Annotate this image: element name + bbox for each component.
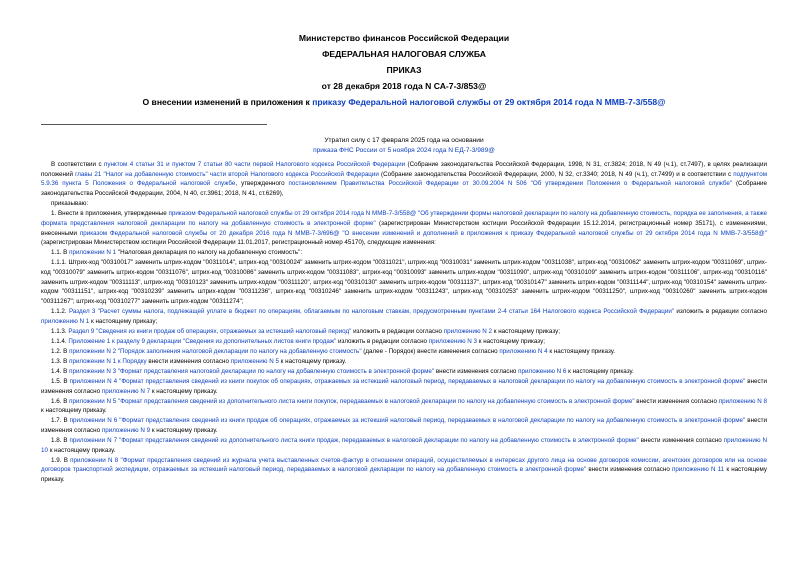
text-run: 1.3. В xyxy=(51,357,70,365)
document-title xyxy=(41,97,767,108)
text-run: 1.9. В xyxy=(51,456,71,464)
text-run: внести изменения согласно xyxy=(586,466,673,474)
order-word: приказываю: xyxy=(51,199,89,207)
text-run: 1.1.3. xyxy=(51,327,69,335)
text-run: 1.1.4. xyxy=(51,337,69,345)
paragraph-1-6 xyxy=(41,397,767,416)
section-3-link[interactable]: Раздел 3 "Расчет суммы налога, подлежащей уплате в бюджет по операциям, облагаемым по налоговым ставкам, предусмотренным пунктами 2-4 статьи 164 Налогового кодекса Российской Федерации" xyxy=(68,307,675,315)
text-run: 1. Внести в приложения, утвержденные xyxy=(51,210,169,218)
text-run: внести изменения согласно xyxy=(634,397,719,405)
title-prefix: О внесении изменений в приложения к xyxy=(142,97,313,107)
preamble-paragraph xyxy=(41,160,767,198)
text-run: к настоящему приказу. xyxy=(547,347,615,355)
text-run: (Собрание законодательства Российской Федерации, 1998, N 31, ст.3824; 2018, N 49 (ч.1), ст.7497), в целях реализации положений xyxy=(41,161,767,178)
document-body xyxy=(41,160,767,485)
annex-7-link[interactable]: приложению N 7 xyxy=(101,387,151,395)
paragraph-1-1-3 xyxy=(41,327,767,337)
text-run: к настоящему приказу. xyxy=(47,446,116,454)
paragraph-1-4 xyxy=(41,367,767,377)
format-sales-extra-link[interactable]: приложении N 7 "Формат представления сведений из дополнительного листа книги продаж, передаваемых в налоговой декларации по налогу на добавленную стоимость в электронной форме" xyxy=(69,437,639,445)
paragraph-1-1-4 xyxy=(41,337,767,347)
text-run: изложить в редакции согласно xyxy=(351,327,444,335)
text-run: 1.1.2. xyxy=(51,307,69,315)
status-text: Утратил силу с 17 февраля 2025 года на основании xyxy=(324,137,484,144)
text-run: к настоящему приказу; xyxy=(492,327,560,335)
paragraph-1-1-2 xyxy=(41,307,767,326)
text-run: к настоящему приказу; xyxy=(476,337,545,345)
text-run: к настоящему приказу. xyxy=(566,367,634,375)
text-run: изложить в редакции согласно xyxy=(674,307,767,315)
service-heading: ФЕДЕРАЛЬНАЯ НАЛОГОВАЯ СЛУЖБА xyxy=(322,49,486,59)
text-run: внести изменения согласно xyxy=(146,357,231,365)
text-run: 1.2. В xyxy=(51,347,70,355)
section-9-link[interactable]: Раздел 9 "Сведения из книги продаж об операциях, отражаемых за истекший налоговый период" xyxy=(68,327,352,335)
base-order-link[interactable]: приказом Федеральной налоговой службы от 29 октября 2014 года N ММВ-7-3/558@ "Об утверждении формы налоговой декларации по налогу на добавленную стоимость, порядка ее заполнения, а также формата представления налоговой декларации по налогу на добавленную стоимость в электронной форме" xyxy=(41,210,767,228)
paragraph-1-9 xyxy=(41,456,767,485)
paragraph-1 xyxy=(41,209,767,247)
text-run: В соответствии с xyxy=(51,161,104,168)
text-run: , утвержденного xyxy=(235,180,289,188)
text-run: (зарегистрирован Министерством юстиции Российской Федерации 11.01.2017, регистрационный номер 45170), следующие изменения: xyxy=(41,239,436,247)
annex-3-link[interactable]: приложению N 3 xyxy=(428,337,477,345)
status-note xyxy=(41,136,767,155)
paragraph-1-2 xyxy=(41,347,767,357)
text-run: внести изменения согласно xyxy=(41,378,767,395)
chapter21-link[interactable]: главы 21 "Налог на добавленную стоимость" части второй Налогового кодекса Российской Федерации xyxy=(75,170,379,178)
status-order-link[interactable]: приказа ФНС России от 5 ноября 2024 года N ЕД-7-3/989@ xyxy=(313,146,495,154)
paragraph-1-8 xyxy=(41,436,767,455)
annex-2-link[interactable]: приложению N 2 xyxy=(443,327,492,335)
text-run: (Собрание законодательства Российской Федерации, 2004, N 40, ст.3961; 2018, N 41, ст.6269), xyxy=(41,180,767,197)
amending-order-link[interactable]: приказом Федеральной налоговой службы от 20 декабря 2016 года N ММВ-7-3/696@ "О внесении изменений и дополнений в приложения к приказу Федеральной налоговой службы от 29 октября 2014 года N ММВ-7-3/558@" xyxy=(79,229,767,237)
title-order-link[interactable]: приказу Федеральной налоговой службы от 29 октября 2014 года N ММВ-7-3/558@ xyxy=(312,97,666,107)
paragraph-1-1-1: 1.1.1. Штрих-код "00310017" заменить штрих-кодом "00311014", штрих-код "00310024" заменить штрих-кодом "00311021", штрих-код "00310031" заменить штрих-кодом "00311038", штрих-код "00310062" заменить штрих-кодом "00311069", штрих-код "00310079" заменить штрих-кодом "00311076", штрих-код "00310086" заменить штрих-кодом "00311083", штрих-код "00310093" заменить штрих-кодом "00311090", штрих-код "00310109" заменить штрих-кодом "00311106", штрих-код "00310116" заменить штрих-кодом "00311113", штрих-код "00310123" заменить штрих-кодом "00311120", штрих-код "00310130" заменить штрих-кодом "00311137", штрих-код "00310147" заменить штрих-кодом "00311144", штрих-код "00310154" заменить штрих-кодом "00311151", штрих-код "00310239" заменить штрих-кодом "00311236", штрих-код "00310246" заменить штрих-кодом "00311243", штрих-код "00310253" заменить штрих-кодом "00311250", штрих-код "00310260" заменить штрих-кодом "00311267"; штрих-код "00310277" заменить штрих-кодом "00311274"; xyxy=(41,259,767,305)
text-run: к настоящему приказу. xyxy=(41,407,107,415)
annex-9-link[interactable]: приложению N 9 xyxy=(101,427,151,435)
annex-6-link[interactable]: приложению N 6 xyxy=(518,367,567,375)
doc-type-heading: ПРИКАЗ xyxy=(386,65,422,75)
text-run: "Налоговая декларация по налогу на добавленную стоимость": xyxy=(116,249,303,257)
appendix-1-link[interactable]: приложении N 1 xyxy=(69,249,117,257)
date-number-heading: от 28 декабря 2018 года N СА-7-3/853@ xyxy=(321,81,487,91)
text-run: изложить в редакции согласно xyxy=(336,337,429,345)
format-invoice-journal-link[interactable]: приложении N 8 "Формат представления сведений из журнала учета выставленных счетов-фактур в отношении операций, осуществляемых в интересах другого лица на основе договоров комиссии, агентских договоров или на основе договоров транспортной экспедиции, отражаемых за истекший налоговый период, передаваемых в налоговой декларации по налогу на добавленную стоимость в электронной форме" xyxy=(41,456,767,474)
paragraph-1-7 xyxy=(41,416,767,435)
annex-10-link[interactable]: приложению N 10 xyxy=(41,437,768,454)
format-sales-book-link[interactable]: приложении N 6 "Формат представления сведений из книги продаж об операциях, отражаемых за истекший налоговый период, передаваемых в налоговой декларации по налогу на добавленную стоимость в электронной форме" xyxy=(69,417,746,425)
text-run: внести изменения согласно xyxy=(41,417,767,435)
annex-11-link[interactable]: приложению N 11 xyxy=(672,466,725,474)
paragraph-1-1 xyxy=(41,248,767,258)
text-run: 1.5. В xyxy=(51,378,70,386)
text-run: внести изменения согласно xyxy=(434,367,519,375)
text-run: 1.8. В xyxy=(51,437,70,445)
text-run: (зарегистрирован Министерством юстиции Российской Федерации 15.12.2014, регистрационный номер 35171), с изменениями, внесенными xyxy=(41,220,767,237)
format-purchase-extra-link[interactable]: приложении N 5 "Формат представления сведений из дополнительного листа книги покупок, передаваемых в налоговой декларации по налогу на добавленную стоимость в электронной форме" xyxy=(69,397,635,405)
text-run: к настоящему приказу. xyxy=(150,387,218,395)
tax-code-part1-link[interactable]: пунктом 4 статьи 31 и пунктом 7 статьи 80 части первой Налогового кодекса Российской Федерации xyxy=(103,161,406,168)
text-run: к настоящему приказу. xyxy=(278,357,347,365)
format-declaration-link[interactable]: приложении N 3 "Формат представления налоговой декларации по налогу на добавленную стоимость в электронной форме" xyxy=(69,367,435,375)
regulation-subpoint-link[interactable]: подпунктом 5.9.36 пункта 5 Положения о Федеральной налоговой службе xyxy=(41,170,767,188)
annex-4-link[interactable]: приложению N 4 xyxy=(499,347,548,355)
section-9-appendix-link[interactable]: Приложение 1 к разделу 9 декларации "Сведения из дополнительных листов книги продаж" xyxy=(68,337,337,345)
text-run: к настоящему приказу. xyxy=(41,466,768,483)
separator-line xyxy=(41,124,267,125)
text-run: 1.1. В xyxy=(51,249,70,257)
text-run: к настоящему приказу; xyxy=(89,317,158,325)
text-run: внести изменения согласно xyxy=(638,437,724,445)
annex-1-link[interactable]: приложению N 1 xyxy=(41,317,90,325)
paragraph-1-3 xyxy=(41,357,767,367)
text-run: (Собрание законодательства Российской Федерации, 2000, N 32, ст.3340; 2018, N 49 (ч.1), ст.7499) и в соответствии с xyxy=(378,170,734,178)
procedure-appendix-link[interactable]: приложении N 1 к Порядку xyxy=(69,357,147,365)
government-decree-link[interactable]: постановлением Правительства Российской Федерации от 30.09.2004 N 506 "Об утверждении Положения о Федеральной налоговой службе" xyxy=(288,180,733,188)
paragraph-1-5 xyxy=(41,377,767,396)
text-run: (далее - Порядок) внести изменения согласно xyxy=(361,347,500,355)
text-run: 1.6. В xyxy=(51,397,70,405)
text-run: к настоящему приказу. xyxy=(150,427,218,435)
ministry-heading: Министерство финансов Российской Федерации xyxy=(298,33,510,43)
text-run: 1.7. В xyxy=(51,417,70,425)
procedure-link[interactable]: приложении N 2 "Порядок заполнения налоговой декларации по налогу на добавленную стоимость" xyxy=(69,347,362,355)
text-run: 1.4. В xyxy=(51,367,70,375)
annex-8-link[interactable]: приложению N 8 xyxy=(718,397,767,405)
annex-5-link[interactable]: приложению N 5 xyxy=(230,357,279,365)
format-purchase-book-link[interactable]: приложении N 4 "Формат представления сведений из книги покупок об операциях, отражаемых за истекший налоговый период, передаваемых в налоговой декларации по налогу на добавленную стоимость в электронной форме" xyxy=(69,378,746,386)
